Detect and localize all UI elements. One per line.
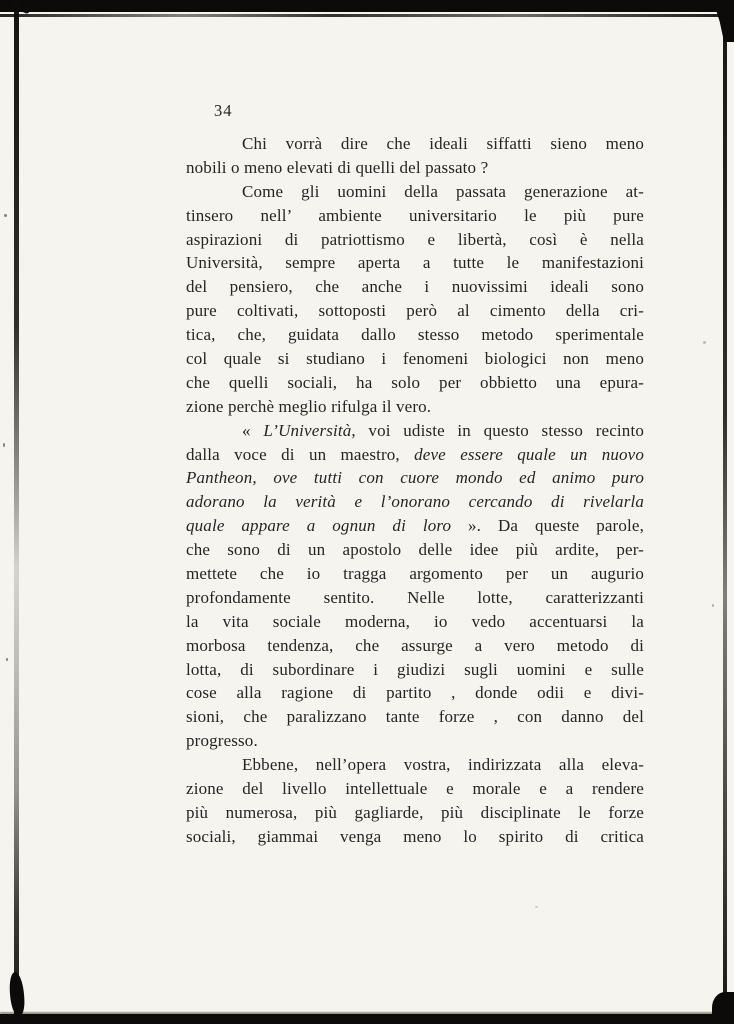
text-segment: nobili o meno elevati di quelli del passato ?: [186, 157, 489, 177]
text-segment: più numerosa, più gagliarde, più disciplinate le forze: [186, 802, 644, 822]
text-line: [186, 681, 644, 705]
text-segment: tica, che, guidata dallo stesso metodo sperimentale: [186, 325, 644, 345]
text-line: [186, 753, 644, 777]
text-line: [186, 132, 644, 156]
text-segment: Università, sempre aperta a tutte le manifestazioni: [186, 253, 644, 273]
text-segment: dalla voce di un maestro,: [186, 444, 415, 464]
page-number: 34: [214, 101, 233, 120]
text-segment: zione perchè meglio rifulga il vero.: [186, 396, 432, 416]
text-line: [186, 777, 644, 801]
text-segment: che quelli sociali, ha solo per obbietto una epura-: [186, 372, 644, 392]
text-line: [186, 705, 644, 729]
text-segment: mettete che io tragga argomento per un augurio: [186, 564, 644, 584]
page-text: [186, 132, 644, 849]
text-line: [186, 538, 644, 562]
text-segment: profondamente sentito. Nelle lotte, caratterizzanti: [186, 587, 644, 607]
text-line: [186, 371, 644, 395]
text-line: [186, 634, 644, 658]
text-line: [186, 299, 644, 323]
text-segment: , voi udiste in questo stesso recinto: [351, 420, 644, 440]
scan-speckle: [535, 906, 538, 908]
text-segment: progresso.: [186, 731, 258, 751]
text-segment: morbosa tendenza, che assurge a vero metodo di: [186, 635, 644, 655]
text-segment: «: [242, 420, 264, 440]
text-segment: del pensiero, che anche i nuovissimi ideali sono: [186, 277, 644, 297]
scan-border-bottom: [0, 1014, 734, 1024]
scan-speckle: [712, 604, 714, 607]
scan-blob-top-right: [716, 10, 734, 42]
scan-border-top: [0, 0, 734, 12]
text-line: [186, 490, 644, 514]
text-line: [186, 466, 644, 490]
text-line: [186, 610, 644, 634]
text-line: [186, 443, 644, 467]
text-segment-italic: deve essere quale un nuovo: [414, 444, 644, 464]
text-segment-italic: quale appare a ognun di loro: [186, 516, 452, 536]
text-line: [186, 323, 644, 347]
text-segment-italic: L’Università: [263, 420, 352, 440]
scan-speckle: [3, 443, 5, 447]
text-segment: tinsero nell’ ambiente universitario le più pure: [186, 205, 644, 225]
text-segment: lotta, di subordinare i giudizi sugli uomini e sulle: [186, 659, 644, 679]
text-line: [186, 180, 644, 204]
text-segment-italic: Pantheon, ove tutti con cuore mondo ed animo puro: [186, 468, 644, 488]
scan-speckle: [6, 658, 8, 661]
text-line: [186, 729, 644, 753]
text-line: [186, 419, 644, 443]
scan-speckle: [703, 341, 706, 344]
text-line: [186, 825, 644, 849]
text-segment: col quale si studiano i fenomeni biologici non meno: [186, 349, 644, 369]
text-segment: aspirazioni di patriottismo e libertà, così è nella: [186, 229, 644, 249]
text-segment: sioni, che paralizzano tante forze , con danno del: [186, 707, 644, 727]
scan-border-right: [723, 12, 727, 1018]
text-line: [186, 228, 644, 252]
text-segment: Come gli uomini della passata generazione at-: [242, 181, 644, 201]
text-line: [186, 801, 644, 825]
text-line: [186, 204, 644, 228]
text-line: [186, 586, 644, 610]
scan-border-left: [14, 0, 19, 1016]
scan-speckle: [4, 214, 7, 217]
text-line: [186, 251, 644, 275]
text-line: [186, 156, 644, 180]
text-line: [186, 514, 644, 538]
text-line: [186, 562, 644, 586]
text-segment: che sono di un apostolo delle idee più ardite, per-: [186, 540, 644, 560]
text-line: [186, 275, 644, 299]
text-segment-italic: adorano la verità e l’onorano cercando di rivelarla: [186, 492, 644, 512]
text-segment: sociali, giammai venga meno lo spirito di critica: [186, 826, 644, 846]
text-segment: cose alla ragione di partito , donde odii e divi-: [186, 683, 644, 703]
text-segment: zione del livello intellettuale e morale e a rendere: [186, 779, 644, 799]
text-line: [186, 658, 644, 682]
text-segment: ». Da queste parole,: [451, 516, 644, 536]
text-segment: Ebbene, nell’opera vostra, indirizzata alla eleva-: [242, 755, 644, 775]
text-segment: la vita sociale moderna, io vedo accentuarsi la: [186, 611, 644, 631]
scan-rule-top: [0, 14, 734, 17]
text-line: [186, 395, 644, 419]
text-segment: pure coltivati, sottoposti però al cimento della cri-: [186, 301, 644, 321]
scan-blot-bottom-left: [8, 972, 25, 1017]
text-line: [186, 347, 644, 371]
text-segment: Chi vorrà dire che ideali siffatti sieno meno: [242, 134, 644, 153]
